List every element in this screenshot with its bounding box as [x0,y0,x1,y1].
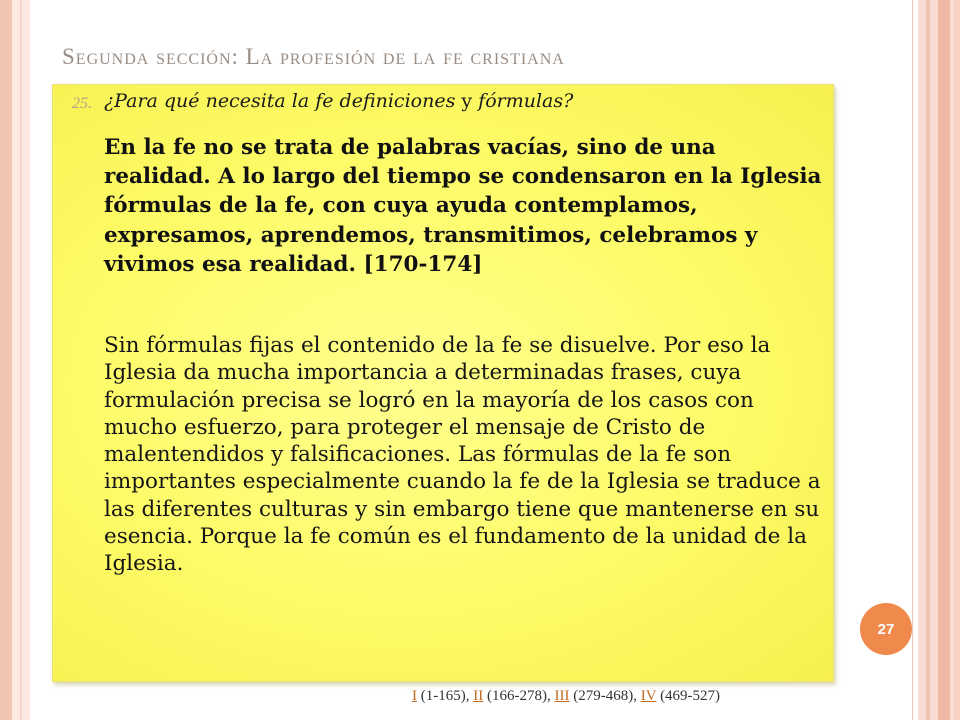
section-link-iii[interactable]: III [554,688,570,704]
right-page-line [912,0,913,720]
right-stripe [954,0,960,720]
question-connector: y [455,90,479,112]
right-border-decoration [918,0,960,720]
section-range: (469-527) [656,688,721,704]
section-link-ii[interactable]: II [473,688,484,704]
section-range: (279-468), [569,688,641,704]
section-links [412,688,720,705]
question-part: ¿Para qué necesita la fe definiciones [104,90,456,112]
page-number-badge: 27 [860,603,912,655]
section-link-i[interactable]: I [412,688,417,704]
right-stripe [926,0,930,720]
question-number: 25. [72,95,92,112]
question-text [104,90,824,112]
slide-title: Segunda sección: La profesión de la fe cristiana [62,44,565,69]
explanation-text: Sin fórmulas fijas el contenido de la fe se disuelve. Por eso la Iglesia da mucha importancia a determinadas frases, cuya formulación precisa se logró en la mayoría de los casos con mucho esfuerzo, para proteger el mensaje de Cristo de malentendidos y falsificaciones. Las fórmulas de la fe son importantes especialmente cuando la fe de la Iglesia se traduce a las diferentes culturas y sin embargo tiene que mantenerse en su esencia. Porque la fe común es el fundamento de la unidad de la Iglesia. [104,333,821,577]
right-stripe [938,0,950,720]
left-border-decoration [0,0,30,720]
answer-text: En la fe no se trata de palabras vacías, sino de una realidad. A lo largo del tiempo se condensaron en la Iglesia fórmulas de la fe, con cuya ayuda contemplamos, expresamos, aprendemos, transmitimos, celebramos y vivimos esa realidad. [170-174] [104,135,822,277]
section-range: (166-278), [483,688,555,704]
section-range: (1-165), [417,688,474,704]
section-link-iv[interactable]: IV [640,688,657,704]
question-part: fórmulas? [478,90,574,112]
